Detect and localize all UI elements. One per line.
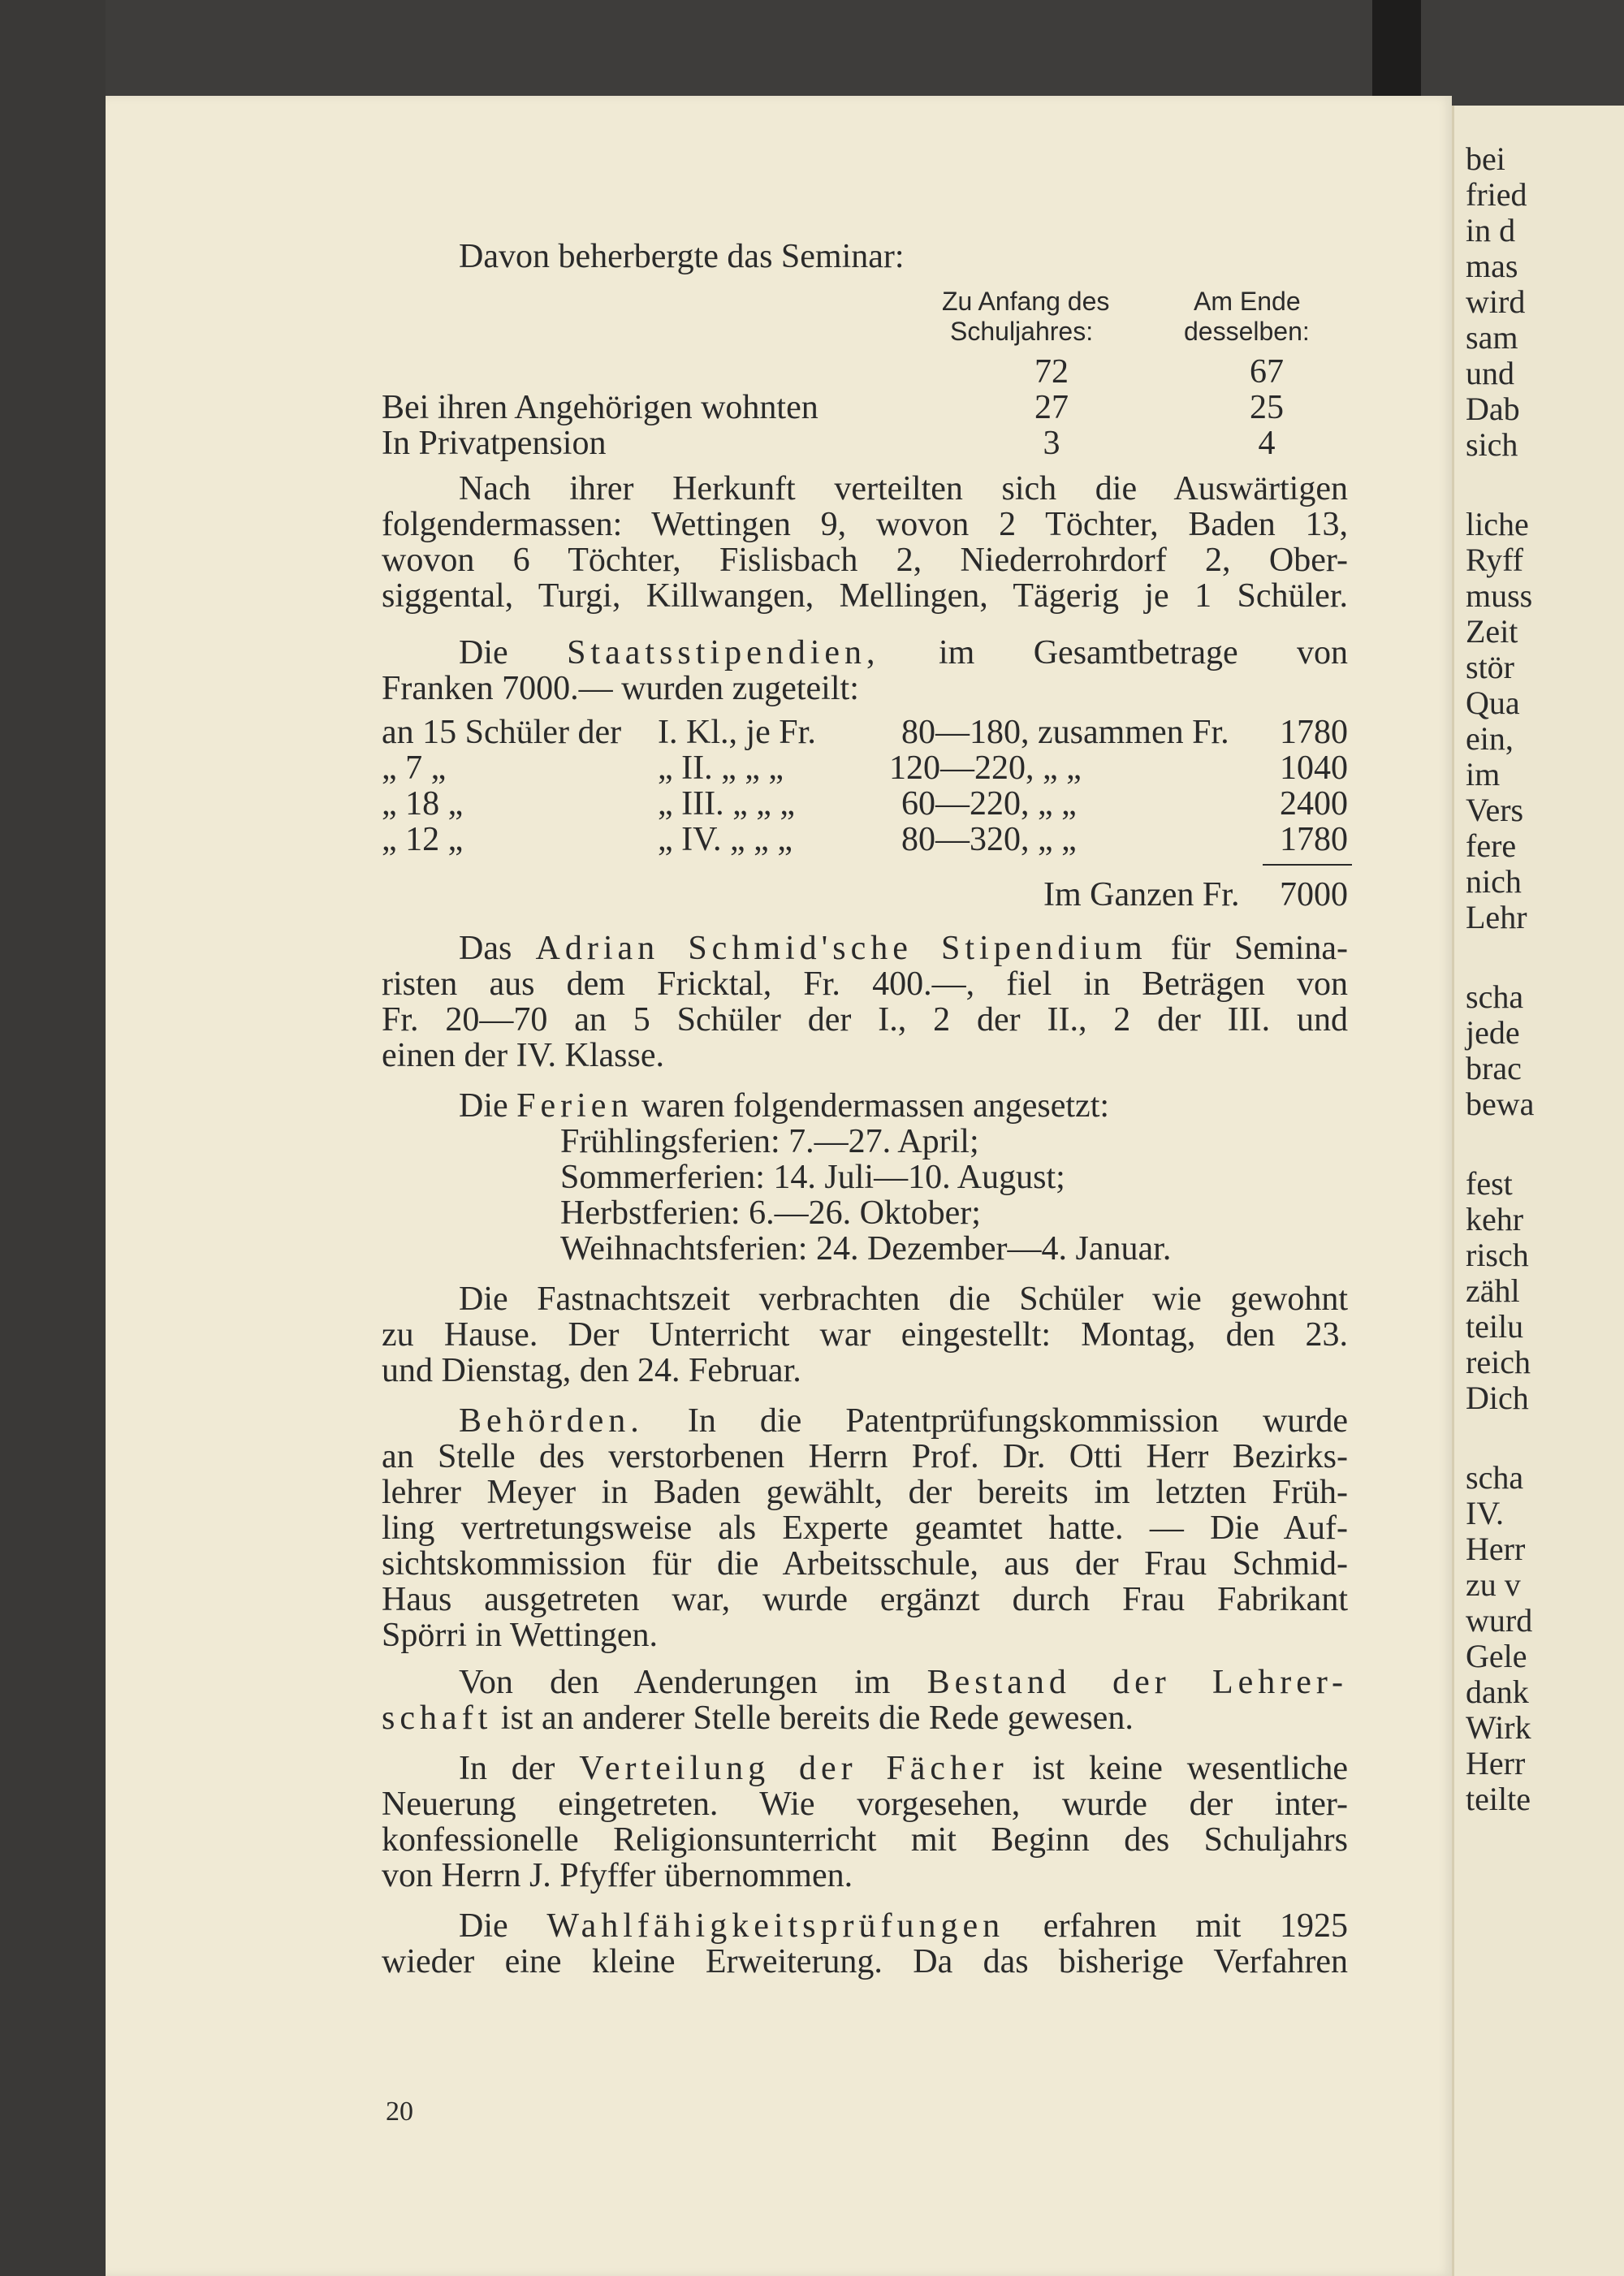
paragraph-line: folgendermassen: Wettingen 9, wovon 2 Töchter, Baden 13, — [382, 506, 1348, 543]
text-span: In die Patentprüfungskommission wurde — [687, 1402, 1349, 1440]
facing-page-fragment: im — [1466, 756, 1501, 792]
facing-page-fragment: fest — [1466, 1165, 1513, 1202]
facing-page-fragment: wird — [1466, 283, 1526, 320]
table2-col-a: an 15 Schüler der — [382, 714, 622, 751]
table2-amount: 1040 — [1280, 749, 1348, 787]
table1-row-label: Bei ihren Angehörigen wohnten — [382, 389, 818, 426]
page-number: 20 — [386, 2097, 413, 2127]
table2-col-b: „ II. „ „ „ — [658, 749, 784, 787]
faecher-line — [459, 1749, 1348, 1788]
schmid-line — [459, 929, 1348, 968]
table1-start-value: 72 — [1034, 353, 1069, 391]
paragraph-line: einen der IV. Klasse. — [382, 1037, 664, 1074]
facing-page-fragment: sam — [1466, 319, 1518, 356]
facing-page-fragment: und — [1466, 355, 1514, 391]
facing-page-fragment: Qua — [1466, 685, 1520, 721]
facing-page-fragment: in d — [1466, 212, 1516, 248]
table2-amount: 2400 — [1280, 785, 1348, 823]
emphasized-term: Verteilung der Fächer — [579, 1750, 1009, 1787]
table2-total-value: 7000 — [1280, 876, 1348, 913]
facing-page-fragment: reich — [1466, 1344, 1531, 1380]
emphasized-term: Behörden. — [459, 1402, 644, 1440]
lehrer-line-2 — [382, 1699, 1134, 1738]
ferien-item: Frühlingsferien: 7.—27. April; — [560, 1123, 979, 1160]
paragraph-line: siggental, Turgi, Killwangen, Mellingen, Tägerig je 1 Schüler. — [382, 577, 1348, 615]
ferien-line — [459, 1086, 1109, 1125]
ferien-item: Herbstferien: 6.—26. Oktober; — [560, 1194, 981, 1232]
emphasized-term: Wahlfähigkeitsprüfungen — [546, 1907, 1005, 1945]
facing-page-fragment: fere — [1466, 827, 1517, 864]
table1-head-start-1: Zu Anfang des — [942, 287, 1110, 316]
facing-page-fragment: kehr — [1466, 1201, 1524, 1237]
paragraph-line: von Herrn J. Pfyffer übernommen. — [382, 1857, 853, 1894]
text-span: waren folgendermassen angesetzt: — [641, 1087, 1110, 1125]
facing-page-fragment: scha — [1466, 1459, 1524, 1496]
table2-col-c: 80—320, „ „ — [901, 821, 1077, 858]
facing-page-fragment: fried — [1466, 176, 1527, 213]
paragraph-line: und Dienstag, den 24. Februar. — [382, 1352, 801, 1389]
facing-page-fragment: jede — [1466, 1014, 1520, 1051]
text-span: Von den Aenderungen im — [459, 1664, 891, 1701]
paragraph-line: ling vertretungsweise als Experte geamtet hatte. — Die Auf- — [382, 1509, 1348, 1547]
facing-page-fragment: ein, — [1466, 720, 1514, 757]
paragraph-line: Neuerung eingetreten. Wie vorgesehen, wurde der inter- — [382, 1786, 1348, 1823]
paragraph-line: sichtskommission für die Arbeitsschule, aus der Frau Schmid- — [382, 1545, 1348, 1583]
emphasized-term: schaft — [382, 1699, 493, 1737]
facing-page-fragment: nich — [1466, 863, 1522, 900]
lehrer-line — [459, 1663, 1348, 1702]
table2-col-b: I. Kl., je Fr. — [658, 714, 816, 751]
facing-page-fragment: Herr — [1466, 1531, 1526, 1567]
table2-amount: 1780 — [1280, 714, 1348, 751]
table2-col-c: 120—220, „ „ — [889, 749, 1082, 787]
sum-rule — [1263, 864, 1352, 866]
facing-page-fragment: IV. — [1466, 1495, 1505, 1531]
facing-page-fragment: Vers — [1466, 792, 1524, 828]
scan-background-left — [0, 0, 106, 2276]
facing-page-fragment: zu v — [1466, 1566, 1521, 1603]
facing-page-fragment: Dab — [1466, 391, 1520, 427]
wahl-line — [459, 1907, 1348, 1946]
facing-page-fragment: bei — [1466, 140, 1505, 177]
facing-page-fragment: Zeit — [1466, 613, 1518, 650]
facing-page-fragment: teilte — [1466, 1781, 1531, 1817]
table1-head-end-1: Am Ende — [1194, 287, 1301, 316]
table2-col-b: „ III. „ „ „ — [658, 785, 796, 823]
intro-line: Davon beherbergte das Seminar: — [459, 238, 905, 275]
facing-page-fragment: Gele — [1466, 1638, 1527, 1674]
text-span: ist an anderer Stelle bereits die Rede gewesen. — [500, 1699, 1134, 1737]
paragraph-line: wieder eine kleine Erweiterung. Da das bisherige Verfahren — [382, 1943, 1348, 1980]
facing-page-fragment: scha — [1466, 978, 1524, 1015]
paragraph-line: Spörri in Wettingen. — [382, 1617, 658, 1654]
table2-col-a: „ 18 „ — [382, 785, 464, 823]
facing-page-fragment: Ryff — [1466, 542, 1523, 578]
table2-amount: 1780 — [1280, 821, 1348, 858]
ferien-item: Weihnachtsferien: 24. Dezember—4. Januar. — [560, 1230, 1172, 1268]
table1-start-value: 27 — [1034, 389, 1069, 426]
text-span: erfahren mit 1925 — [1043, 1907, 1348, 1945]
paragraph-line: an Stelle des verstorbenen Herrn Prof. Dr. Otti Herr Bezirks- — [382, 1438, 1348, 1475]
stipendien-line — [459, 633, 1348, 672]
table2-col-a: „ 12 „ — [382, 821, 464, 858]
paragraph-line: lehrer Meyer in Baden gewählt, der bereits im letzten Früh- — [382, 1474, 1348, 1511]
text-span: Das — [459, 930, 512, 967]
text-span: ist keine wesentliche — [1032, 1750, 1349, 1787]
paragraph-line: Fr. 20—70 an 5 Schüler der I., 2 der II., 2 der III. und — [382, 1001, 1348, 1039]
facing-page-fragment: wurd — [1466, 1602, 1533, 1639]
facing-page-fragment: dank — [1466, 1674, 1529, 1710]
emphasized-term: Staatsstipendien, — [567, 634, 880, 672]
table1-end-value: 67 — [1250, 353, 1284, 391]
table1-row-label: In Privatpension — [382, 425, 607, 462]
text-span: Die — [459, 634, 508, 672]
facing-page-fragment: Wirk — [1466, 1709, 1531, 1746]
paragraph-line: Nach ihrer Herkunft verteilten sich die Auswärtigen — [459, 470, 1348, 507]
paragraph-line: Die Fastnachtszeit verbrachten die Schüler wie gewohnt — [459, 1281, 1348, 1318]
behoerden-line — [459, 1401, 1348, 1440]
paragraph-line: Franken 7000.— wurden zugeteilt: — [382, 670, 859, 707]
facing-page-fragment: Herr — [1466, 1745, 1526, 1781]
facing-page-fragment: zähl — [1466, 1272, 1520, 1309]
facing-page-fragment: muss — [1466, 577, 1533, 614]
paragraph-line: risten aus dem Fricktal, Fr. 400.—, fiel in Beträgen von — [382, 965, 1348, 1003]
ferien-item: Sommerferien: 14. Juli—10. August; — [560, 1159, 1065, 1196]
paragraph-line: Haus ausgetreten war, wurde ergänzt durch Frau Fabrikant — [382, 1581, 1348, 1618]
facing-page-fragment: Dich — [1466, 1380, 1529, 1416]
table2-col-b: „ IV. „ „ „ — [658, 821, 793, 858]
table1-head-end-2: desselben: — [1184, 317, 1310, 346]
paragraph-line: wovon 6 Töchter, Fislisbach 2, Niederrohrdorf 2, Ober- — [382, 542, 1348, 579]
text-span: In der — [459, 1750, 555, 1787]
text-span: Die — [459, 1087, 508, 1125]
table1-head-start-2: Schuljahres: — [950, 317, 1094, 346]
facing-page-fragment: stör — [1466, 649, 1514, 685]
table2-total-label: Im Ganzen Fr. — [1043, 876, 1240, 913]
text-span: für Semina- — [1170, 930, 1349, 967]
table1-start-value: 3 — [1043, 425, 1060, 462]
paragraph-line: zu Hause. Der Unterricht war eingestellt: Montag, den 23. — [382, 1316, 1348, 1354]
facing-page-fragment: Lehr — [1466, 899, 1527, 935]
facing-page-fragment: sich — [1466, 426, 1518, 463]
facing-page-edge — [1452, 106, 1624, 2276]
emphasized-term: Adrian Schmid'sche Stipendium — [535, 930, 1147, 967]
facing-page-fragment: bewa — [1466, 1086, 1535, 1122]
table1-end-value: 4 — [1258, 425, 1276, 462]
text-span: Die — [459, 1907, 508, 1945]
facing-page-fragment: brac — [1466, 1050, 1522, 1086]
facing-page-fragment: mas — [1466, 248, 1518, 284]
emphasized-term: Bestand der Lehrer- — [926, 1664, 1349, 1701]
facing-page-fragment: liche — [1466, 506, 1529, 542]
table2-col-c: 60—220, „ „ — [901, 785, 1077, 823]
table1-end-value: 25 — [1250, 389, 1284, 426]
paragraph-line: konfessionelle Religionsunterricht mit Beginn des Schuljahrs — [382, 1821, 1348, 1859]
facing-page-fragment: teilu — [1466, 1308, 1524, 1345]
table2-col-c: 80—180, zusammen Fr. — [901, 714, 1229, 751]
table2-col-a: „ 7 „ — [382, 749, 447, 787]
facing-page-fragment: risch — [1466, 1237, 1529, 1273]
text-span: im Gesamtbetrage von — [938, 634, 1349, 672]
emphasized-term: Ferien — [516, 1087, 633, 1125]
